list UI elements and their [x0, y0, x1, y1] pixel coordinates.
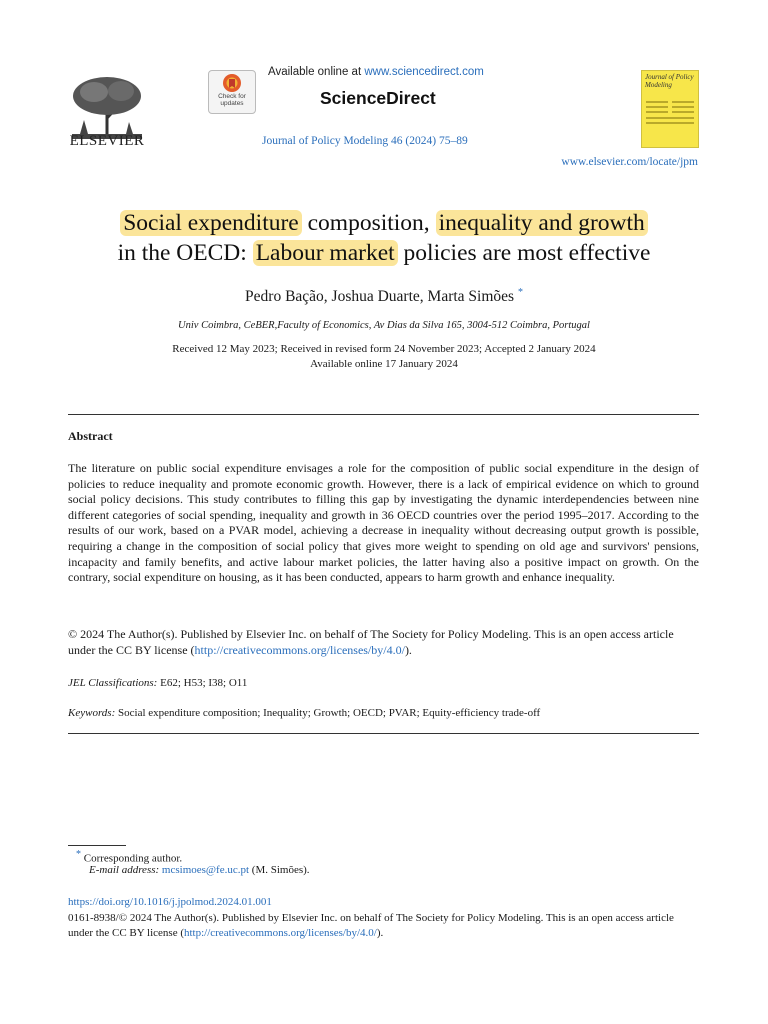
sciencedirect-link[interactable]: www.sciencedirect.com [364, 66, 484, 78]
check-for-updates-label: Check for updates [218, 93, 246, 107]
corresponding-author-note [76, 849, 182, 865]
email-link[interactable]: mcsimoes@fe.uc.pt [161, 864, 250, 876]
abstract-heading: Abstract [68, 429, 113, 443]
received-dates: Received 12 May 2023; Received in revised form 24 November 2023; Accepted 2 January 2024 [172, 343, 596, 355]
jel-label: JEL Classifications: [68, 677, 158, 689]
issn-copyright [68, 911, 700, 941]
affiliation: Univ Coimbra, CeBER,Faculty of Economics, Av Dias da Silva 165, 3004-512 Coimbra, Portugal [178, 320, 590, 331]
email-owner: (M. Simões). [249, 864, 310, 876]
check-for-updates-badge[interactable] [208, 70, 256, 114]
title-highlight-3: Labour market [253, 240, 398, 266]
divider-top [68, 414, 699, 415]
divider-bottom [68, 733, 699, 734]
article-dates [0, 342, 768, 372]
title-highlight-2: inequality and growth [436, 210, 648, 236]
keywords-label: Keywords: [68, 707, 116, 719]
email-note [89, 864, 310, 876]
title-text-1: composition, [301, 210, 436, 236]
copyright-text: © 2024 The Author(s). Published by Elsevier Inc. on behalf of The Society for Policy Modeling. This is an open access article under the CC BY license ( [68, 627, 674, 657]
email-label: E-mail address: [89, 864, 160, 876]
bookmark-icon [209, 71, 255, 95]
available-online-date: Available online 17 January 2024 [310, 358, 458, 370]
license-link-footer[interactable]: http://creativecommons.org/licenses/by/4.0/ [183, 927, 377, 939]
sciencedirect-brand: ScienceDirect [320, 88, 436, 108]
abstract-text: The literature on public social expenditure envisages a role for the composition of public social expenditure in the design of policies to reduce inequality and promote economic growth. However, there is a lack of empirical evidence on which to ground social policy decisions. This study contributes to filling this gap by investigating the dynamic interdependencies between nine different categories of social spending, inequality and growth in 36 OECD countries over the period 1995–2017. According to the results of our work, based on a PVAR model, achieving a decrease in inequality without decreasing output growth is possible, requiring a change in the composition of social policy that gives more weight to spending on old age and survivors' pensions, incapacity and family benefits, and active labour market policies, the latter having also a positive impact on growth. On the contrary, social expenditure on housing, as it has been conducted, appears to harm growth and enhance inequality. [68, 461, 699, 585]
journal-cover-title: Journal of Policy Modeling [645, 73, 694, 89]
issn-text: 0161-8938/© 2024 The Author(s). Published by Elsevier Inc. on behalf of The Society for Policy Modeling. This is an open access article under the CC BY license ( [68, 912, 674, 939]
available-prefix: Available online at [268, 66, 365, 78]
footnote-mark: * [76, 849, 81, 860]
abstract-copyright [68, 627, 699, 658]
jel-classifications [68, 677, 247, 689]
keywords [68, 707, 540, 719]
journal-site-link[interactable]: www.elsevier.com/locate/jpm [561, 156, 698, 168]
copyright-suffix: ). [404, 642, 412, 657]
available-online-line [268, 66, 484, 78]
title-text-2: in the OECD: [117, 240, 253, 266]
title-text-3: policies are most effective [397, 240, 651, 266]
license-link[interactable]: http://creativecommons.org/licenses/by/4.0/ [194, 642, 405, 657]
article-title [40, 208, 728, 268]
title-highlight-1: Social expenditure [120, 210, 302, 236]
journal-reference[interactable]: Journal of Policy Modeling 46 (2024) 75–89 [262, 135, 468, 147]
jel-codes: E62; H53; I38; O11 [157, 677, 248, 689]
keywords-list: Social expenditure composition; Inequality; Growth; OECD; PVAR; Equity-efficiency trade-off [115, 707, 541, 719]
doi-link[interactable]: https://doi.org/10.1016/j.jpolmod.2024.01.001 [68, 896, 272, 908]
author-list [0, 287, 768, 306]
issn-suffix: ). [376, 927, 384, 939]
corresponding-author-mark[interactable]: * [517, 287, 523, 298]
footnote-rule [68, 845, 126, 846]
authors-names: Pedro Bação, Joshua Duarte, Marta Simões [245, 288, 515, 306]
corresponding-text: Corresponding author. [83, 852, 183, 865]
publisher-name: ELSEVIER [69, 133, 145, 149]
